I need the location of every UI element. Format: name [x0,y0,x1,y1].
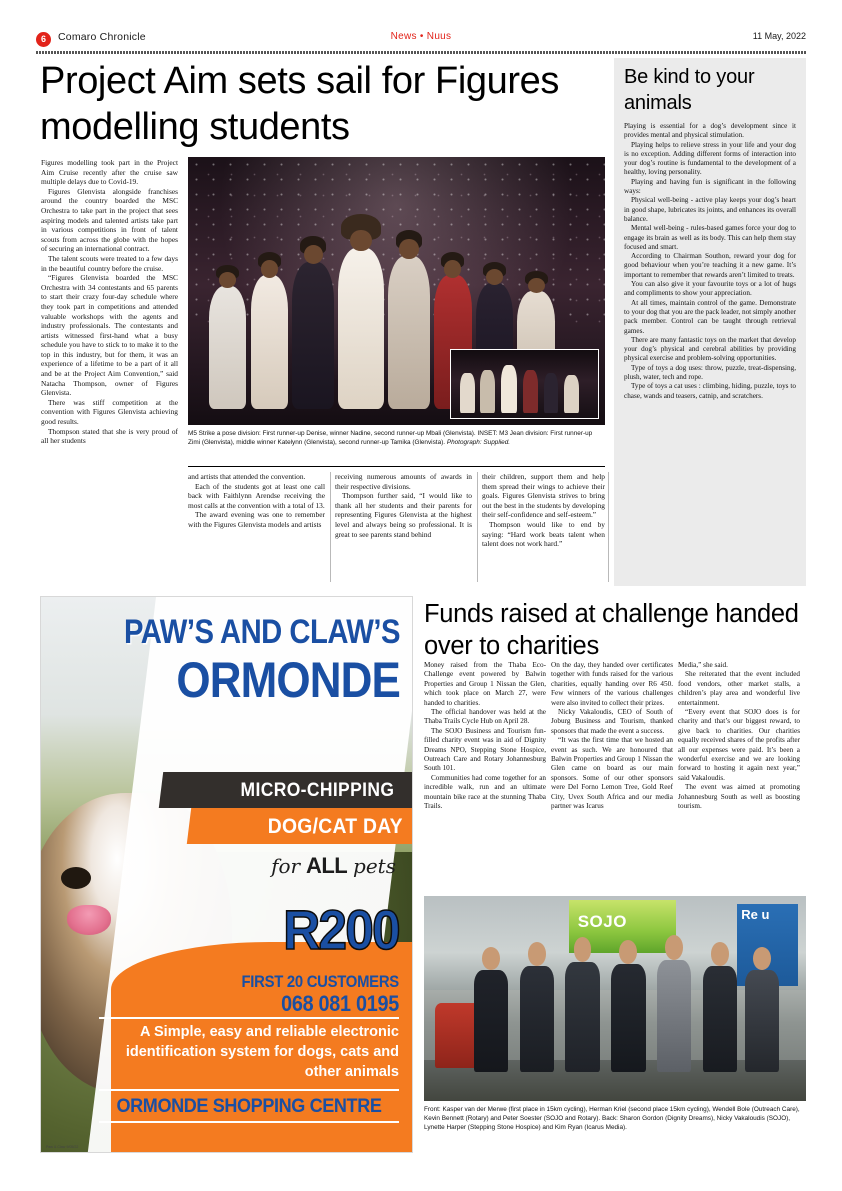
masthead-divider [36,51,806,54]
article-two-column-3 [678,661,800,812]
ad-offer-terms: FIRST 20 CUSTOMERS [241,973,399,991]
main-photo [188,157,605,425]
person-figure [474,970,508,1073]
person-figure [703,966,737,1073]
article-two-column-2 [551,661,673,812]
paragraph: Type of toys a cat uses : climbing, hiding, puzzle, toys to chase, wands and teasers, catnip, and scratchers. [624,382,796,400]
ad-day-band [187,808,413,844]
article-main-column-1 [41,158,178,446]
paragraph: The SOJO Business and Tourism fun-filled charity event was in aid of Dignity Dreams NPO, Stepping Stone Hospice, Outreach Care and Rotary Johannesburg South 101. [424,726,546,773]
paragraph: and artists that attended the convention. [188,472,306,481]
dog-nose [61,867,91,889]
masthead [36,30,806,52]
column-divider [477,472,478,582]
paragraph: The talent scouts were treated to a few days in the beautiful country before the cruise. [41,253,178,273]
paragraph: “Every event that SOJO does is for charity and that’s our biggest reward, to give back to charities. Our charities equally received shares of the profits after all our expenses were paid. It’s been a wonderful exercise and we are looking forward to hosting it again next year,” said Vakaloudis. [678,708,800,782]
paragraph: Thompson would like to end by saying: “Hard work beats talent when talent does not work hard.” [482,519,605,549]
paragraph: Figures modelling took part in the Project Aim Cruise recently after the cruise saw multiple delays due to Covid-19. [41,158,178,187]
bottom-photo [424,896,806,1101]
ad-for-word: for [271,854,301,878]
blue-banner: Re u [737,904,798,986]
model-figure [338,248,384,409]
model-figure [209,286,247,409]
paragraph: At all times, maintain control of the game. Demonstrate to your dog that you are the pack leader, not simply another pack member. Control can be taught through retrieval games. [624,298,796,335]
paragraph: The official handover was held at the Thaba Trails Cycle Hub on April 28. [424,708,546,726]
paragraph: their children, support them and help them spread their wings to achieve their goals. Figures Glenvista strives to bring out the best in the students by developing their self-confidence and self-esteem.” [482,472,605,520]
paragraph: On the day, they handed over certificates together with funds raised for the various charities, equally handing over R6 450. Few winners of the various challenges were also invited to collect their prizes. [551,661,673,707]
ad-price: R200 [283,898,399,961]
page-number-badge: 6 [36,32,51,47]
paragraph: The event was aimed at promoting Johannesburg South as well as boosting tourism. [678,783,800,811]
article-two-headline: Funds raised at challenge handed over to charities [424,600,799,660]
person-figure [745,970,779,1073]
ad-phone-number[interactable]: 068 081 0195 [281,991,399,1016]
sidebar-body [624,122,796,401]
issue-date: 11 May, 2022 [752,31,806,41]
paragraph: “It was the first time that we hosted an event as such. We are honoured that Balwin Properties and Group 1 Nissan the Glen came on board as our main sponsors. Some of our other sponsors were Del Forno Lemon Tree, Gold Reef City, Uvex South Africa and our media partner was Icarus [551,736,673,811]
ad-pets-word: pets [353,854,396,878]
article-rule-top [188,466,605,467]
paragraph: She reiterated that the event included food vendors, other market stalls, a children’s play area and wonderful live entertainment. [678,670,800,707]
advertisement[interactable] [40,596,413,1153]
paragraph: Media,” she said. [678,661,728,669]
paragraph: There was stiff competition at the convention with Figures Glenvista achieving good results. [41,397,178,427]
paragraph: Playing is essential for a dog’s development since it provides mental and physical stimulation. [624,122,796,140]
paragraph: Thompson stated that she is very proud of all her students [41,426,178,446]
ad-title-line1: PAW’S AND CLAW’S [123,613,401,651]
paragraph: Physical well-being - active play keeps your dog’s heart in good shape, lubricates its joints, and enhances its overall balance. [624,196,796,223]
page-title: Project Aim sets sail for Figures modelling students [40,60,559,148]
paragraph: receiving numerous amounts of awards in their respective divisions. [335,472,472,491]
caption-credit: Photograph: Supplied. [446,439,511,447]
paragraph: Thompson further said, “I would like to thank all her students and their parents for representing Figures Glenvista at the highest level and always being so professional. It is great to see parents stand behind [335,491,472,539]
dog-tongue [67,905,111,935]
sojo-banner-text: SOJO [577,911,627,931]
main-photo-caption [188,429,605,447]
article-main-column-4 [482,472,605,549]
section-label: News • Nuus [390,31,452,42]
person-figure [611,964,645,1073]
paragraph: There are many fantastic toys on the market that develop your dog’s physical and cerebral abilities by providing physical exercise and problem-solving opportunities. [624,335,796,363]
ad-day-label: DOG/CAT DAY [267,815,404,838]
ad-separator [99,1089,399,1091]
ad-service-band [159,772,413,808]
model-figure [251,275,289,409]
paragraph: “Figures Glenvista boarded the MSC Orchestra with 34 contestants and 65 parents to start their crazy four-day schedule where they took part in competitions and attended valuable workshops with the agents and industry professionals. The contestants and artists witnessed first-hand what a busy schedule you have to stick to to make it to the top in this industry, but for them, it was an experience of a lifetime to be a part of it all and be at the Project Aim Convention,” said Natacha Thompson, owner of Figures Glenvista. [41,273,178,398]
paragraph: According to Chairman Southon, reward your dog for good behaviour when you’re teaching it a new game. It’s important to remember that rewards aren’t limited to treats. [624,252,796,279]
paragraph: Figures Glenvista alongside franchises around the country boarded the MSC Orchestra to take part in the project that sees aspiring models and talented artists take part in various competitions in front of talent scouts from across the globe with the hopes of securing an international contract. [41,186,178,254]
paragraph: Nicky Vakaloudis, CEO of South of Joburg Business and Tourism, thanked sponsors that made the event a success. [551,708,673,735]
article-main-column-2 [188,472,325,530]
ad-separator [99,1121,399,1123]
paragraph: Money raised from the Thaba Eco-Challenge event powered by Balwin Properties and Group 1 Nissan the Glen, which took place on March 27, were handed to charities. [424,661,546,707]
bottom-photo-caption: Front: Kasper van der Merwe (first place in 15km cycling), Herman Kriel (second place 15km cycling), Wendell Bole (Outreach Care), Kevin Bennett (Rotary) and Peter Soester (SOJO and Rotary). Back: Sharon Gordon (Dignity Dreams), Nicky Vakaloudis (SOJO), Lynette Harper (Stepping Stone Hospice) and Kim Ryan (Icarus Media). [424,1106,800,1132]
ad-service-label: MICRO-CHIPPING [240,780,395,801]
ad-all-word: ALL [305,853,348,878]
ad-forall-line [271,853,396,879]
inset-photo [450,349,599,419]
article-two-column-1 [424,661,546,812]
ad-separator [99,1017,399,1019]
paragraph: Type of toys a dog uses: throw, puzzle, treat-dispensing, plush, water, tech and rope. [624,363,796,382]
paragraph: You can also give it your favourite toys or a lot of hugs and compliments to show your appreciation. [624,280,796,298]
article-main-column-3 [335,472,472,539]
person-figure [657,960,691,1073]
paragraph: Mental well-being - rules-based games force your dog to engage its brain as well as its body. This can help them stay focused and smart. [624,224,796,251]
paragraph: Each of the students got at least one call back with Faithlynn Arendse receiving the most calls at the convention with a total of 13. [188,481,325,510]
caption-text: M5 Strike a pose division: First runner-up Denise, winner Nadine, second runner-up Mbali (Glenvista). INSET: M3 Jean division: First runner-up Zimi (Glenvista), middle winner Katelynn (Glenvista), second runner-up Tamika (Glenvista). [188,430,593,447]
publication-title: Comaro Chronicle [58,31,146,43]
column-divider [330,472,331,582]
ad-description: A Simple, easy and reliable electronic identification system for dogs, cats and other animals [125,1024,399,1080]
paragraph: The award evening was one to remember with the Figures Glenvista models and artists [188,510,325,529]
model-figure [388,256,430,409]
paragraph: Playing and having fun is significant in the following ways: [624,177,796,196]
ad-title-line2: ORMONDE [176,652,400,708]
ad-location: ORMONDE SHOPPING CENTRE [116,1096,382,1117]
paragraph: Playing helps to relieve stress in your life and your dog is no exception. Adding different forms of interaction into your dog’s routine is fundamental to the development of a healthy, loving personality. [624,140,796,177]
person-figure [565,962,599,1073]
paragraph: Communities had come together for an incredible walk, run and an ultimate mountain bike race at the stunning Thaba Trails. [424,773,546,811]
sidebar-headline: Be kind to your animals [624,66,755,114]
ad-credit: Paw & Claw 9/05/22 [46,1145,79,1149]
column-divider [608,472,609,582]
model-figure [292,262,334,409]
person-figure [520,966,554,1073]
